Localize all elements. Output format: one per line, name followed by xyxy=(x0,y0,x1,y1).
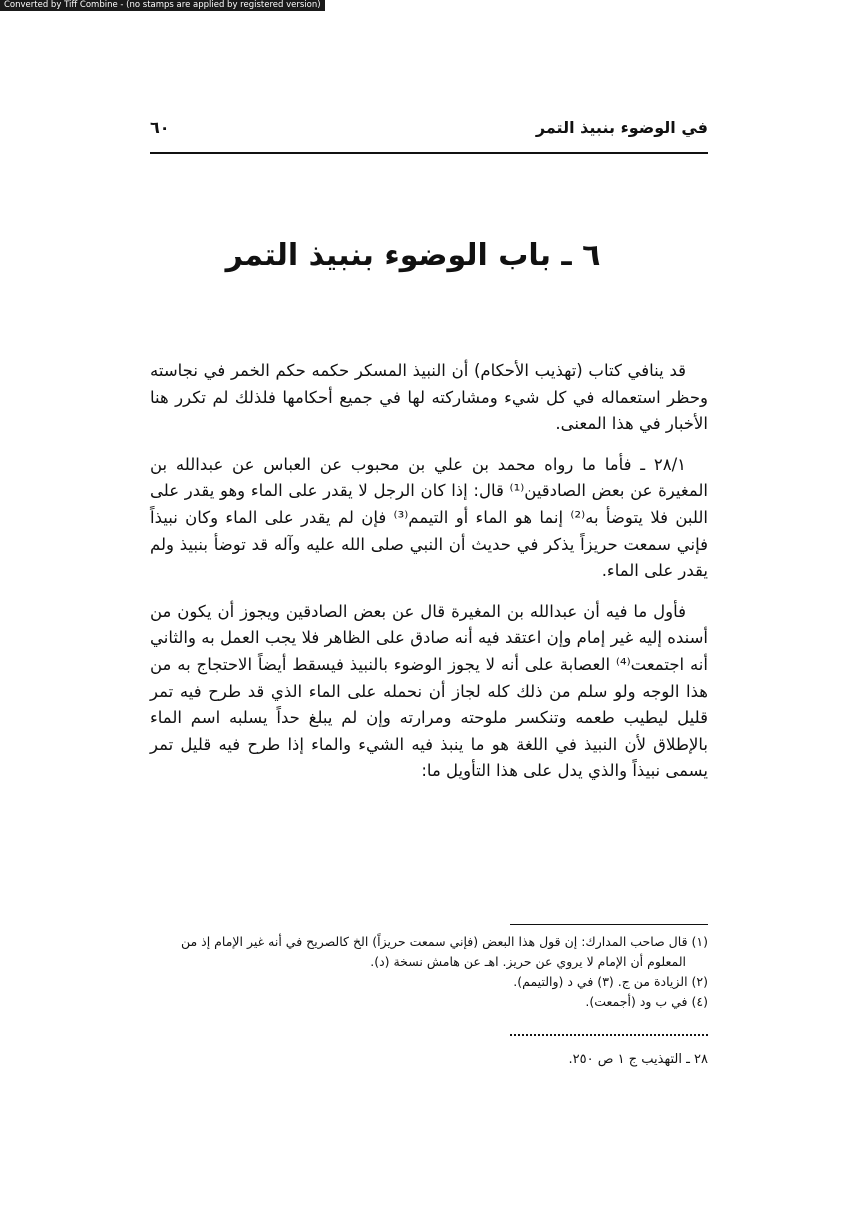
footnote-4: (٤) في ب ود (أجمعت). xyxy=(585,994,708,1009)
paragraph-hadith: ٢٨/١ ـ فأما ما رواه محمد بن علي بن محبوب عن العباس عن عبدالله بن المغيرة عن بعض الصادقين⁽¹⁾ قال: إذا كان الرجل لا يقدر على الماء وهو يقدر على اللبن فلا يتوضأ به⁽²⁾ إنما هو الماء أو التيمم⁽³⁾ فإن لم يقدر على الماء وكان نبيذاً فإني سمعت حريزاً يذكر في حديث أن النبي صلى الله عليه وآله قد توضأ بنبيذ ولم يقدر على الماء. xyxy=(150,454,708,581)
source-dotted-rule xyxy=(510,1034,708,1036)
footnote-2-3: (٢) الزيادة من ج. (٣) في د (والتيمم). xyxy=(513,974,708,989)
body-text xyxy=(150,358,708,799)
page-number: ٦٠ xyxy=(150,118,170,137)
converter-banner: Converted by Tiff Combine - (no stamps are applied by registered version) xyxy=(0,0,325,11)
running-title: في الوضوء بنبيذ التمر xyxy=(535,118,708,137)
paragraph-intro: قد ينافي كتاب (تهذيب الأحكام) أن النبيذ المسكر حكمه حكم الخمر في نجاسته وحظر استعماله في كل شيء ومشاركته لها في جميع أحكامها فلذلك لم تكرر هنا الأخبار في هذا المعنى. xyxy=(150,361,708,434)
footnotes xyxy=(150,932,708,1012)
source-note: ٢٨ ـ التهذيب ج ١ ص ٢٥٠. xyxy=(568,1052,708,1067)
footnote-rule xyxy=(510,924,708,925)
running-header xyxy=(150,112,708,146)
header-rule xyxy=(150,152,708,154)
footnote-1: (١) قال صاحب المدارك: إن قول هذا البعض (فإني سمعت حريزاً) الخ كالصريح في أنه غير الإمام إذ من المعلوم أن الإمام لا يروي عن حريز. اهـ عن هامش نسخة (د). xyxy=(180,934,708,969)
chapter-title: ٦ ـ باب الوضوء بنبيذ التمر xyxy=(225,238,601,273)
paragraph-commentary: فأول ما فيه أن عبدالله بن المغيرة قال عن بعض الصادقين ويجوز أن يكون من أسنده إليه غير إمام وإن اعتقد فيه أنه صادق على الظاهر فلا يجب العمل به والثاني أنه اجتمعت⁽⁴⁾ العصابة على أنه لا يجوز الوضوء بالنبيذ فيسقط أيضاً الاحتجاج به من هذا الوجه ولو سلم من ذلك كله لجاز أن نحمله على الماء الذي قد طرح فيه تمر قليل ليطيب طعمه وتنكسر ملوحته ومرارته وإن لم يبلغ حداً يسلبه اسم الماء بالإطلاق لأن النبيذ في اللغة هو ما ينبذ فيه الشيء والماء إذا طرح فيه قليل تمر يسمى نبيذاً والذي يدل على هذا التأويل ما: xyxy=(150,601,708,781)
